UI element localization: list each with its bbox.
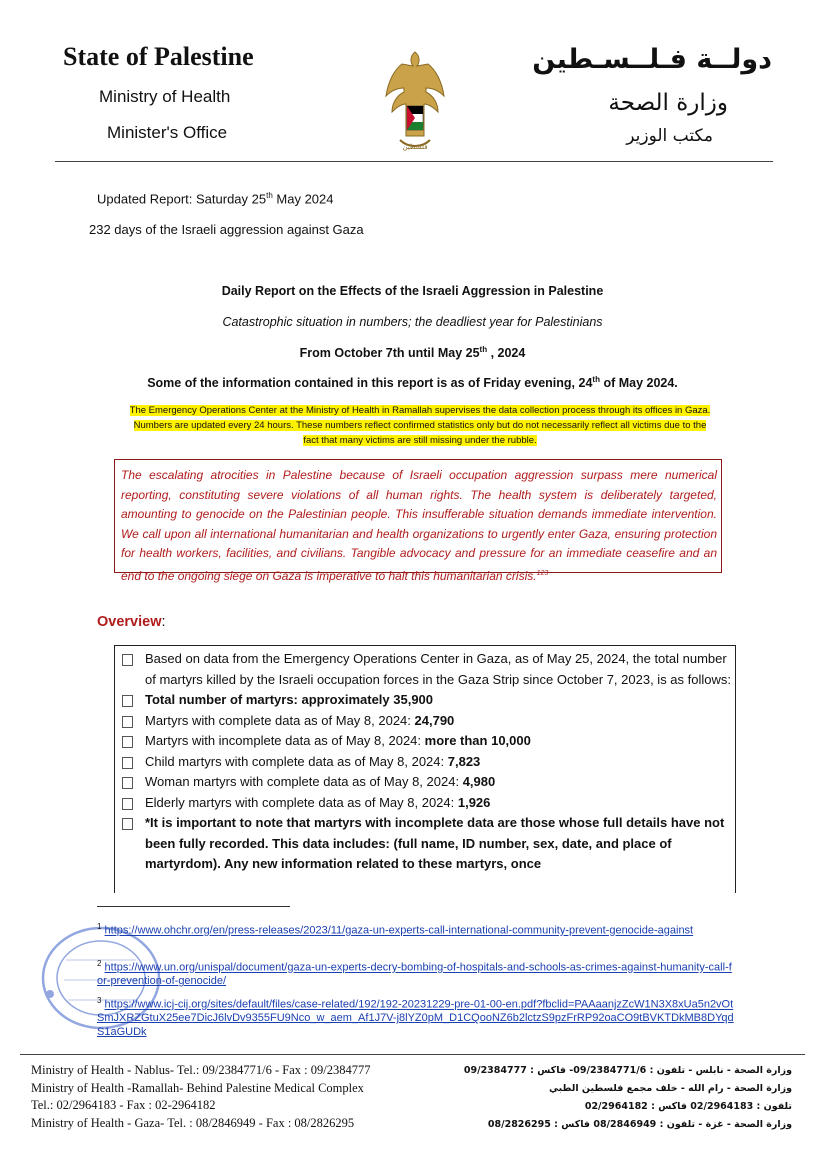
list-item: Woman martyrs with complete data as of May 8, 2024: 4,980 [115, 772, 735, 793]
emblem-text: فلسطين [402, 143, 428, 151]
list-item: Martyrs with incomplete data as of May 8, 2024: more than 10,000 [115, 731, 735, 752]
header-office-en: Minister's Office [107, 123, 228, 142]
footnote-link-2[interactable]: https://www.un.org/unispal/document/gaza-un-experts-decry-bombing-of-hospitals-and-schools-as-crimes-against-humanity-call-for-prevention-of-genocide/ [97, 961, 732, 988]
header-ministry-en: Ministry of Health [99, 87, 231, 106]
list-item: Child martyrs with complete data as of May 8, 2024: 7,823 [115, 752, 735, 773]
checkbox-icon [122, 757, 133, 769]
header-office-ar: مكتب الوزير [626, 126, 713, 146]
checkbox-icon [122, 695, 133, 707]
checkbox-icon [122, 654, 133, 666]
list-item: Elderly martyrs with complete data as of May 8, 2024: 1,926 [115, 793, 735, 814]
highlight-notice: The Emergency Operations Center at the Ministry of Health in Ramallah supervises the data collection process through its offices in Gaza. Numbers are updated every 24 hours. These numbers reflect confirmed statistics only but do not necessarily reflect all victims due to the fact that many victims are still missing under the rubble. [129, 405, 711, 446]
footer-contacts-en: Ministry of Health - Nablus- Tel.: 09/2384771/6 - Fax : 09/2384777 Ministry of Health -Ramallah- Behind Palestine Medical Complex Tel.: 02/2964183 - Fax : 02-2964182 Ministry of Health - Gaza- Tel. : 08/2846949 - Fax : 08/2826295 [31, 1063, 371, 1130]
header-divider [55, 161, 773, 162]
footnote-link-3[interactable]: https://www.icj-cij.org/sites/default/files/case-related/192/192-20231229-pre-01-00-en.pdf?fbclid=PAAaanjzZcW1N3X8xUa5n2vOtSmJXRZGtuX25ee7DicJ6lvDv9355FU9Nco_w_aem_Af1J7V-j8lYZ0pM_D1CQooNZ6b2lctzS9pzFrRP92oaCO9tBVKTDkMB8DYqdS1aGUDk [97, 998, 734, 1038]
header-ministry-ar: وزارة الصحة [608, 90, 728, 116]
footer-divider [20, 1054, 805, 1055]
updated-date: Updated Report: Saturday 25th May 2024 [97, 191, 334, 207]
header-state-en: State of Palestine [63, 42, 254, 71]
checkbox-icon [122, 798, 133, 810]
report-title: Daily Report on the Effects of the Israeli Aggression in Palestine [221, 284, 604, 298]
overview-title: Overview: [97, 614, 166, 630]
checkbox-icon [122, 818, 133, 830]
statement-box [114, 459, 722, 583]
list-item: Martyrs with complete data as of May 8, 2024: 24,790 [115, 711, 735, 732]
list-item: *It is important to note that martyrs with incomplete data are those whose full details have not been fully recorded. This data includes: (full name, ID number, sex, date, and place of martyrdom). Any new information related to these martyrs, once [115, 813, 735, 875]
list-item: Total number of martyrs: approximately 35,900 [115, 690, 735, 711]
list-item: Based on data from the Emergency Operations Center in Gaza, as of May 25, 2024, the total number of martyrs killed by the Israeli occupation forces in the Gaza Strip since October 7, 2023, is as follows: [115, 649, 735, 690]
report-subtitle: Catastrophic situation in numbers; the deadliest year for Palestinians [222, 315, 603, 329]
checkbox-icon [122, 716, 133, 728]
footnote-2: $^2$ https://www.un.org/unispal/document/gaza-un-experts-decry-bombing-of-hospitals-and-schools-as-crimes-against-humanity-call-for-prevention-of-genocide/ [97, 959, 732, 988]
footnote-link-1[interactable]: https://www.ohchr.org/en/press-releases/2023/11/gaza-un-experts-call-international-community-prevent-genocide-against [104, 924, 694, 937]
overview-box [114, 645, 736, 893]
checkbox-icon [122, 736, 133, 748]
footnote-divider [97, 906, 290, 907]
report-note: Some of the information contained in this report is as of Friday evening, 24th of May 2024. [147, 375, 678, 391]
statement-text: The escalating atrocities in Palestine because of Israeli occupation aggression surpass mere numerical reporting, constituting severe violations of all human rights. The health system is deliberately targeted, amounting to genocide on the Palestinian people. This insufferable situation demands immediate intervention. We call upon all international humanitarian and health organizations to urgently enter Gaza, ensuring protection for health workers, facilities, and civilians. Tangible advocacy and pressure for an immediate ceasefire and an end to the ongoing siege on Gaza is imperative to halt this humanitarian crisis.$^{123}$ [121, 468, 717, 583]
footer-contacts-ar: وزارة الصحة - نابلس - تلفون : 09/2384771/6- فاكس : 09/2384777 وزارة الصحة - رام الله - خلف مجمع فلسطين الطبي تلفون : 02/2964183 فاكس : 02/2964182 وزارة الصحة - غزة - تلفون : 08/2846949 فاكس : 08/2826295 [463, 1065, 792, 1130]
header-state-ar: دولــة فـلــسـطين [532, 44, 772, 75]
footnote-1: $^1$ https://www.ohchr.org/en/press-releases/2023/11/gaza-un-experts-call-international-community-prevent-genocide-against [97, 922, 694, 937]
eagle-emblem [380, 48, 450, 156]
footnote-3: $^3$ https://www.icj-cij.org/sites/default/files/case-related/192/192-20231229-pre-01-00-en.pdf?fbclid=PAAaanjzZcW1N3X8xUa5n2vOtSmJXRZGtuX25ee7DicJ6lvDv9355FU9Nco_w_aem_Af1J7V-j8lYZ0pM_D1CQooNZ6b2lctzS9pzFrRP92oaCO9tBVKTDkMB8DYqdS1aGUDk [97, 996, 734, 1038]
checkbox-icon [122, 777, 133, 789]
days-count: 232 days of the Israeli aggression against Gaza [89, 222, 364, 237]
report-range: From October 7th until May 25th , 2024 [299, 345, 526, 361]
